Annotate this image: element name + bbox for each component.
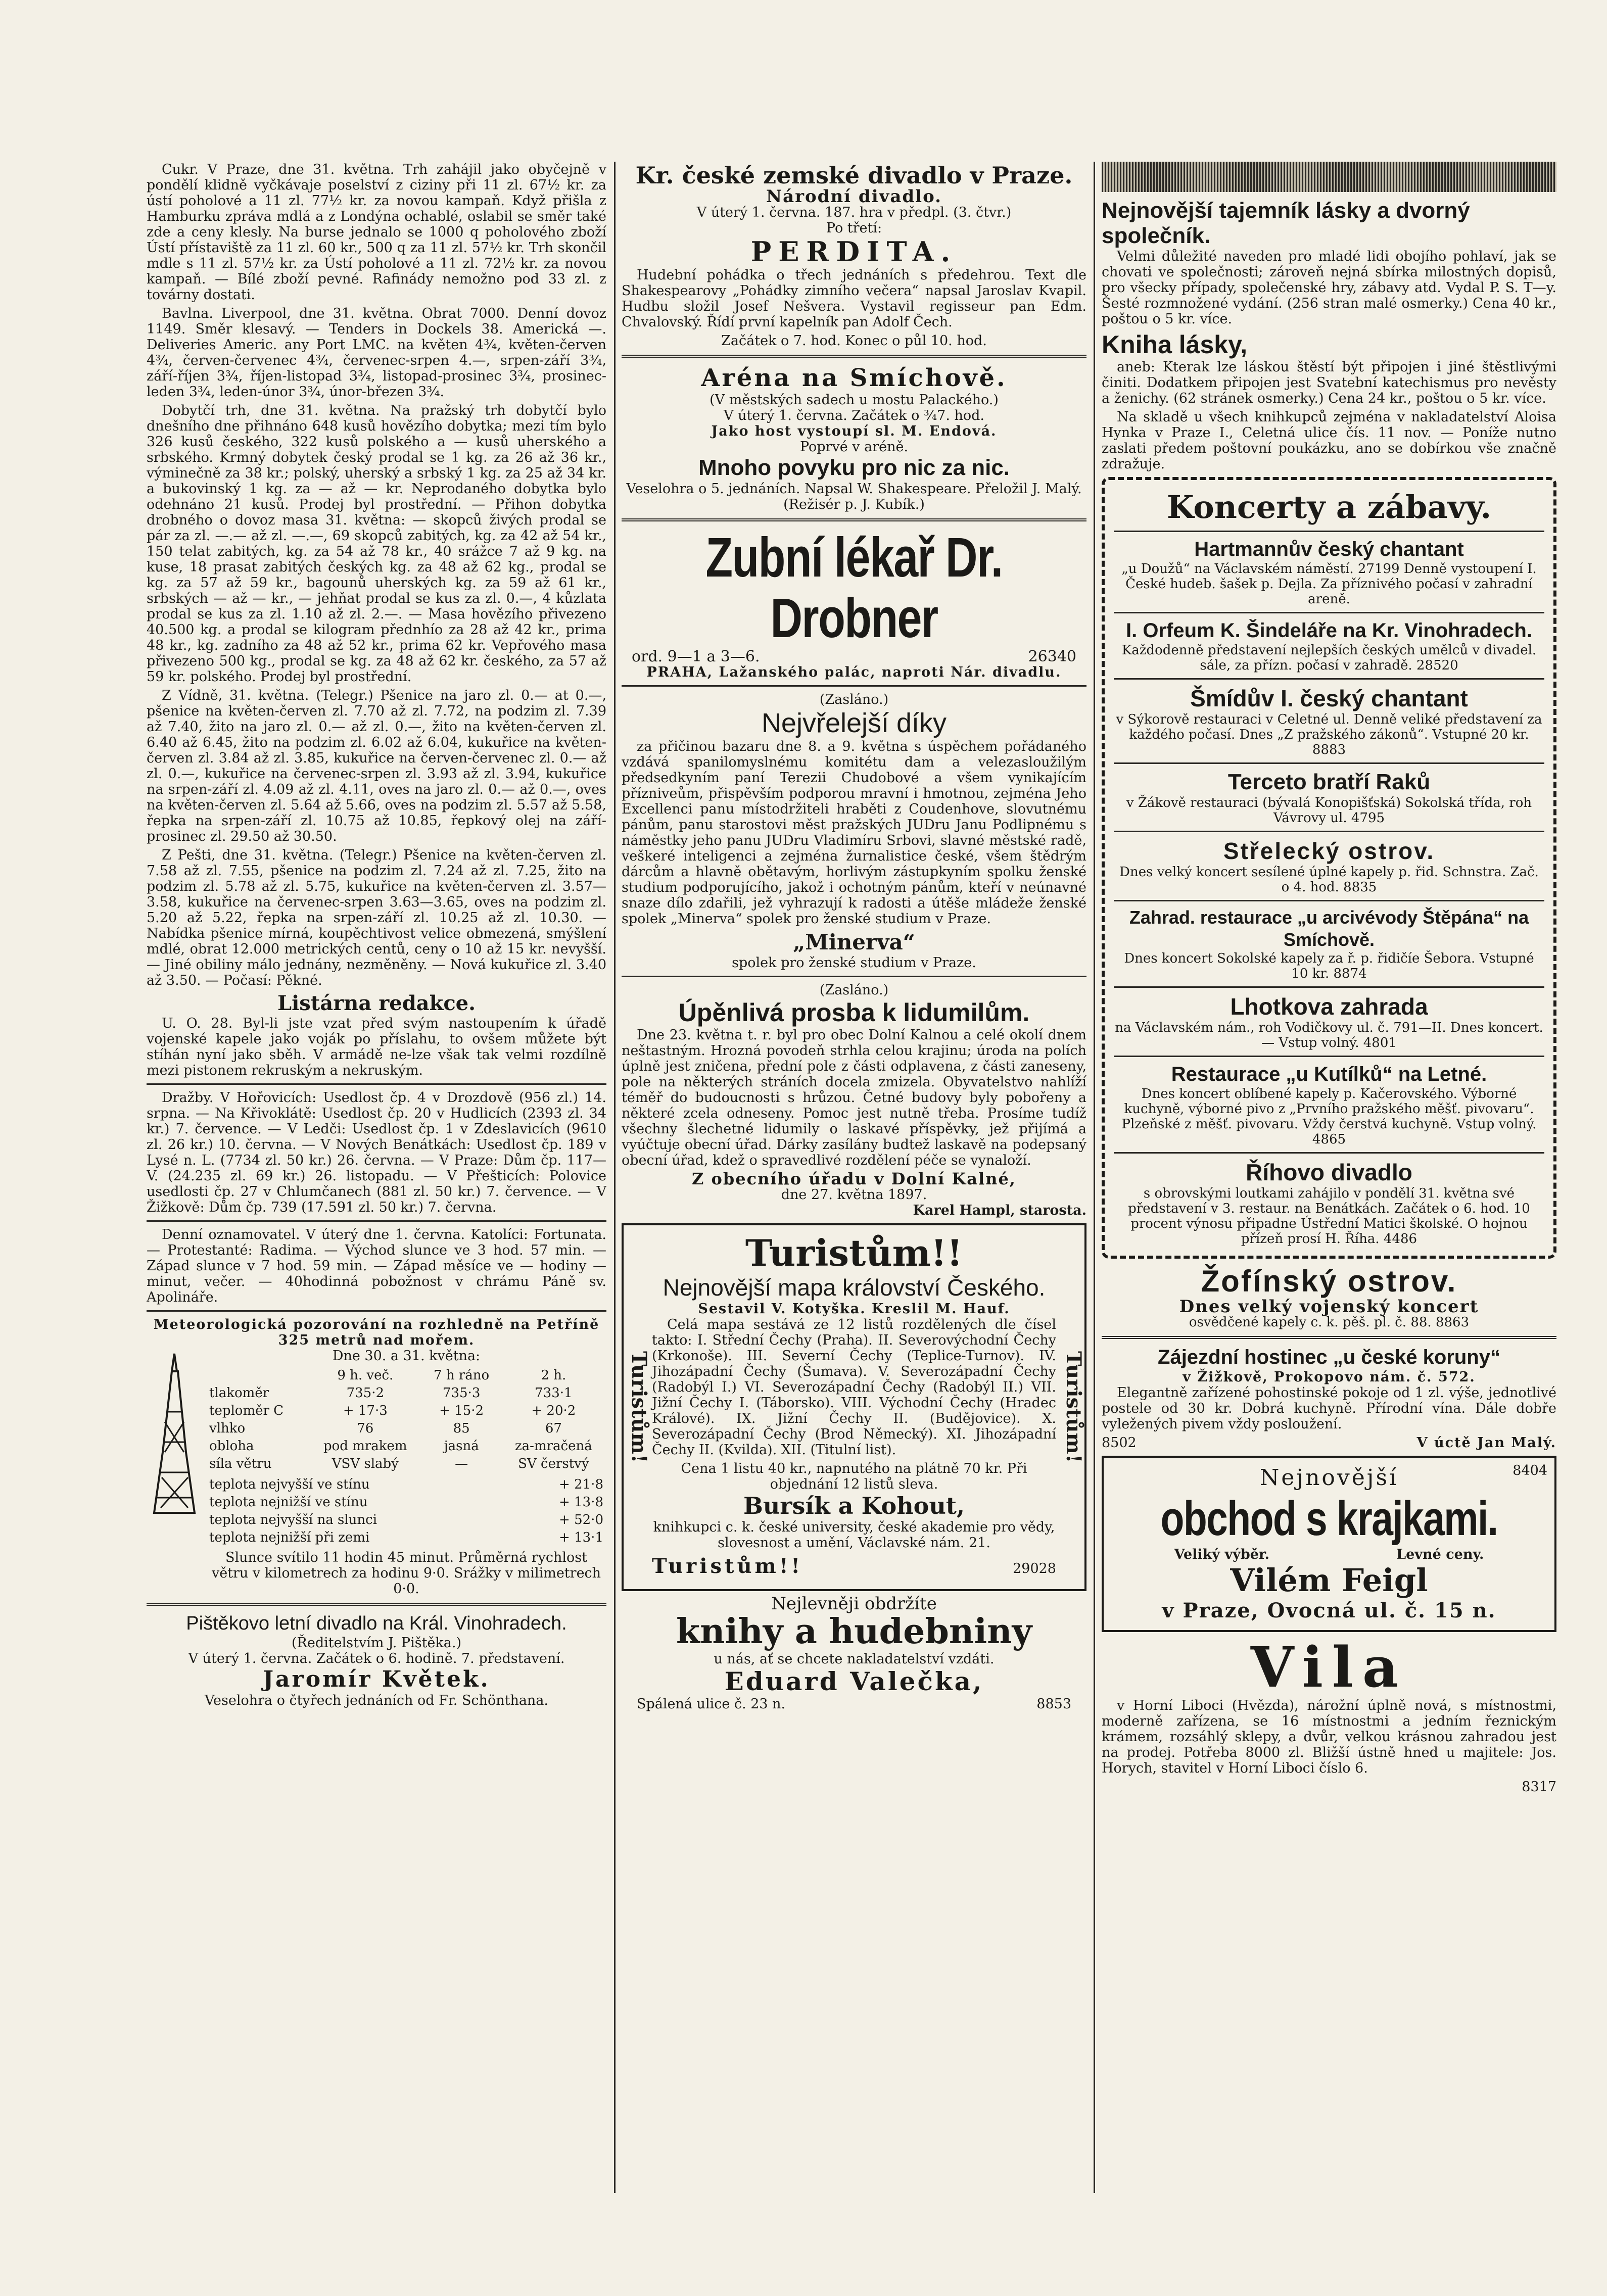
dentist-hours-row bbox=[622, 649, 1086, 664]
inn-footer bbox=[1102, 1435, 1556, 1451]
meteo-heading: Meteorologická pozorování na rozhledně na Petříně 325 metrů nad mořem. bbox=[153, 1317, 600, 1348]
table-cell: + 13·8 bbox=[559, 1495, 603, 1510]
table-row-label: teplota nejvyšší ve stínu bbox=[209, 1477, 370, 1492]
arena-schedule: V úterý 1. června. Začátek o ¾7. hod. bbox=[723, 408, 984, 423]
divider bbox=[622, 976, 1086, 977]
lace-shop-pre: Nejnovější bbox=[1259, 1465, 1399, 1491]
divider bbox=[622, 355, 1086, 358]
tourist-price: Cena 1 listu 40 kr., napnutého na plátně 70 kr. Při objednání 12 listů sleva. bbox=[681, 1461, 1027, 1492]
column-divider bbox=[1094, 162, 1095, 2193]
divider bbox=[622, 685, 1086, 687]
divider bbox=[622, 518, 1086, 521]
pistek-theatre-management: (Ředitelstvím J. Pištěka.) bbox=[292, 1635, 461, 1651]
tourist-footer-title: Turistům!! bbox=[652, 1554, 803, 1578]
table-row-label: vlhko bbox=[209, 1421, 246, 1436]
thanks-text: za přičinou bazaru dne 8. a 9. května s úspěchem pořádaného vzdává spanilomyslnému komitétu dam a velezasloužilým předsedkyním paní Terezii Chudobové a všem vynikajícím přízniveům, přispěvším podporou mravní i hmotnou, zejména Jeho Excellenci panu místodržiteli hraběti z Coudenhove, slovutnému pánům, panu starostovi měst pražských JUDru Janu Podlipnému s náměstky jeho panu JUDru Vladimíru Srbovi, slavné městské radě, veškeré inteligenci a zejména žurnalistice české, všem štědrým dárcům a hlavně obětavým, horlivým zástupkyním spolku ženské studium podporujícího, jakož i ochotným pánům, kteří v neúnavné snaze dílo zdařili, jež vyhrazují k radosti a útěše mládeže ženské spolek „Minerva“ spolek pro ženské studium v Praze. bbox=[622, 739, 1086, 927]
zahrad-title: Zahrad. restaurace „u arcivévody Štěpána“ na Smíchově. bbox=[1129, 907, 1529, 950]
table-cell: + 52·0 bbox=[559, 1512, 603, 1527]
villa-title: Vila bbox=[1250, 1635, 1408, 1700]
concerts-title: Koncerty a zábavy. bbox=[1166, 489, 1492, 525]
book-of-love-title: Kniha lásky, bbox=[1102, 330, 1248, 359]
ad-code: 8317 bbox=[1522, 1779, 1556, 1795]
table-row bbox=[206, 1384, 606, 1402]
terceto-title: Terceto bratří Raků bbox=[1227, 770, 1431, 794]
cattle-market-report: Dobytčí trh, dne 31. května. Na pražský trh dobytčí bylo dnešního dne přihnáno 648 kusů hovězího dobytka; mezi tím bylo 326 kusů českého, 322 kusů polského a — kusů uherského a srbského. Krmný dobytek český prodal se 1 kg. za 26 až 36 kr., výminečně za 38 kr.; polský, uherský a srbský 1 kg. za 25 až 34 kr. a bukovinský 1 kg. za — až — kr. Neprodaného dobytka bylo odehnáno 21 kusů. Prodej byl prostřední. — Přihon dobytka drobného o dovoz masa 31. května: — skopců živých prodal se pár za zl. —.— až zl. —.—, 69 skopců zabitých, kg. za 42 až 54 kr., 150 telat zabitých, kg. za 54 až 78 kr., 40 srážce 7 až 9 kg. na kuse, 18 prasat zabitých českých kg. za 48 až 62 kg., prodal se kg. za 57 až 59 kr., bagounů uherských kg. za 59 až 61 kr., srbských — až — kr., — jehňat prodal se kus za zl. 0.—, 4 kůzlata prodal se kus za zl. 1.10 až zl. 2.—. — Masa hovězího přivezeno 40.500 kg. a prodal se kilogram přednhío za 28 až 42 kr., prima 48 kr., kg. zadního za 48 až 52 kr., prima 62 kr. Vepřového masa přivezeno 500 kg., prodal se kg. za 48 až 62 kr. českého, za 57 až 59 kr. polského. Prodej byl prostřední. bbox=[147, 403, 606, 685]
divider bbox=[1114, 531, 1544, 532]
ad-code: 8502 bbox=[1102, 1435, 1137, 1451]
zofin-text: osvědčené kapely c. k. pěš. pl. č. 88. 8863 bbox=[1189, 1315, 1470, 1330]
tourist-authors: Sestavil V. Kotyška. Kreslil M. Hauf. bbox=[698, 1301, 1010, 1317]
hartmann-title: Hartmannův český chantant bbox=[1194, 538, 1464, 560]
cotton-report: Bavlna. Liverpool, dne 31. května. Obrat 7000. Denní dovoz 1149. Směr klesavý. — Tenders in Dockels 38. Americká —. Deliveries Americ. any Port LMC. na květen 4¾, květen-červen 4¾, červen-červenec 4¾, červenec-srpen 4.—, srpen-září 3¾, září-říjen 3¾, říjen-listopad 3¾, listopad-prosinec 3¾, prosinec-leden 3¾, leden-únor 3¾, únor-březen 3¾. bbox=[147, 306, 606, 400]
table-row bbox=[206, 1494, 606, 1511]
zofin-title: Žofínský ostrov. bbox=[1201, 1264, 1457, 1298]
table-row-label: teplota nejnižší při zemi bbox=[209, 1530, 370, 1545]
divider bbox=[1102, 1336, 1556, 1339]
sent-in-label: (Zasláno.) bbox=[819, 692, 889, 707]
thanks-title: Nejvřelejší díky bbox=[761, 708, 947, 738]
sent-in-label: (Zasláno.) bbox=[819, 982, 889, 998]
villa-text: v Horní Liboci (Hvězda), nárožní úplně nová, s místnostmi, moderně zařízena, se 16 místnostmi a jedním řeznickým krámem, rozsáhlý sklepy, a dvůr, velkou krásnou zahradou jest na prodej. Potřeba 8000 zl. Bližší ústně hned u majitele: Jos. Horych, stavitel v Horní Liboci číslo 6. bbox=[1102, 1698, 1556, 1776]
vienna-grain-report: Z Vídně, 31. května. (Telegr.) Pšenice na jaro zl. 0.— at 0.—, pšenice na květen-červen zl. 7.70 až zl. 7.72, na podzim zl. 7.39 až 7.40, žito na jaro zl. 0.— až zl. 0.—, žito na květen-červen zl. 6.40 až 6.45, žito na podzim zl. 6.02 až 6.04, kukuřice na květen-červen zl. 3.84 až zl. 3.85, kukuřice na červen-červenec zl. 0.— až zl. 0.—, kukuřice na červenec-srpen zl. 3.93 až zl. 3.94, kukuřice na srpen-září zl. 4.09 až zl. 4.11, oves na jaro zl. 0.— až 0.—, oves na květen-červen zl. 5.64 až 5.66, oves na podzim zl. 5.57 až 5.58, řepka na srpen-září zl. 10.75 až 10.85, řepkový olej na září-prosinec zl. 29.50 až 30.50. bbox=[147, 688, 606, 844]
meteo-date: Dne 30. a 31. května: bbox=[332, 1348, 481, 1364]
terceto-text: v Žákově restauraci (bývalá Konopišťská) Sokolská třída, roh Vávrovy ul. 4795 bbox=[1126, 795, 1532, 826]
tourist-publisher-address: knihkupci c. k. české university, české akademie pro vědy, slovesnost a umění, Václavské nám. 21. bbox=[653, 1519, 1055, 1551]
publisher-note: Na skladě u všech knihkupců zejména v nakladatelství Aloisa Hynka v Praze I., Celetná ulice čís. 11 nov. — Poníže nutno zaslati předem poštovní poukázku, ano se dobírkou vše značně zdražuje. bbox=[1102, 409, 1556, 472]
table-cell: + 20·2 bbox=[531, 1403, 576, 1418]
table-cell: + 17·3 bbox=[343, 1403, 388, 1418]
pest-grain-report: Z Pešti, dne 31. května. (Telegr.) Pšenice na květen-červen zl. 7.58 až zl. 7.55, pšenice na podzim zl. 7.24 až zl. 7.25, žito na podzim zl. 5.78 až zl. 5.75, kukuřice na květen-červen zl. 3.57—3.58, kukuřice na červenec-srpen 3.63—3.65, oves na podzim zl. 5.20 až 5.22, řepka na srpen-září zl. 10.25 až zl. 10.30. — Nabídka pšenice mírná, koupěchtivost velice obmezená, smýšlení mdlé, obrat 12.000 metrických centů, ceny o 10 až 15 kr. nevyšší. — Jiné obiliny málo jednány, nezměněny. — Nová kukuřice zl. 3.40 až 3.50. — Počasí: Pěkné. bbox=[147, 847, 606, 988]
ad-code: 8853 bbox=[1036, 1696, 1071, 1712]
plea-text: Dne 23. května t. r. byl pro obec Dolní Kalnou a celé okolí dnem neštastným. Hrozná povodeň strhla celou krajinu; úroda na polích úplně jest zničena, přední pole z části odplavena, z části zaneseny, pole na některých stráních docela zmizela. Obyvatelstvo nahlíží téměř do budoucnosti s hrůzou. Četné budovy byly pobořeny a některé zcela odneseny. Pomoc jest nutně třeba. Prosíme tudíž všechny šlechetné lidumily o laskavé příspěvky, jež přijímá a vyúčtuje obecní úřad. Dárky zasílány budtež laskavě na podepsaný obecní úřad, kdež o spravedlivé rozdělení péče se vynaloží. bbox=[622, 1027, 1086, 1168]
divider bbox=[1114, 831, 1544, 832]
strelecky-text: Dnes velký koncert sesílené úplné kapely p. řid. Schnstra. Zač. o 4. hod. 8835 bbox=[1119, 865, 1539, 895]
table-cell: + 21·8 bbox=[559, 1477, 603, 1492]
perdita-title: PERDITA. bbox=[750, 235, 958, 268]
meteo-extremes-table bbox=[206, 1476, 606, 1547]
divider bbox=[1114, 762, 1544, 764]
divider bbox=[147, 1310, 606, 1312]
dentist-hours: ord. 9—1 a 3—6. bbox=[632, 648, 760, 665]
plea-mayor: Karel Hampl, starosta. bbox=[913, 1203, 1086, 1218]
table-cell: pod mrakem bbox=[323, 1439, 407, 1454]
ad-code: 8404 bbox=[1513, 1463, 1547, 1478]
inn-subtitle: v Žižkově, Prokopovo nám. č. 572. bbox=[1183, 1369, 1476, 1385]
love-secretary-title: Nejnovější tajemník lásky a dvorný společník. bbox=[1102, 198, 1470, 248]
strelecky-title: Střelecký ostrov. bbox=[1223, 838, 1435, 864]
ad-code: 26340 bbox=[1028, 648, 1076, 665]
lace-shop-prices: Levné ceny. bbox=[1396, 1547, 1484, 1562]
lace-shop-selection: Veliký výběr. bbox=[1174, 1547, 1270, 1562]
love-secretary-text: Velmi důležité naveden pro mladé lidi obojího pohlaví, jak se chovati ve společnosti; zároveň nejná sbírka milostných dopisů, pro všecky případy, společenské hry, zábavy atd. Vydal P. S. T—y. Šesté rozmnožené vydání. (256 stran malé osmerky.) Cena 40 kr., poštou o 5 kr. více. bbox=[1102, 249, 1556, 327]
meteo-summary: Slunce svítilo 11 hodin 45 minut. Průměrná rychlost větru v kilometrech za hodinu 9·0. Srážky v milimetrech 0·0. bbox=[211, 1550, 601, 1597]
table-row bbox=[206, 1367, 606, 1384]
table-cell: 733·1 bbox=[535, 1385, 573, 1401]
riha-title: Říhovo divadlo bbox=[1246, 1159, 1412, 1185]
table-cell: jasná bbox=[444, 1439, 479, 1454]
divider bbox=[147, 1083, 606, 1085]
perdita-description: Hudební pohádka o třech jednáních s předehrou. Text dle Shakespearovy „Pohádky zimního večera“ napsal Jaroslav Kvapil. Hudbu složil Josef Nešvera. Vystavil regisseur pan Edm. Chvalovský. Řídí první kapelník pan Adolf Čech. bbox=[622, 267, 1086, 330]
table-row-label: teploměr C bbox=[209, 1403, 284, 1418]
arena-premiere: Poprvé v aréně. bbox=[799, 439, 909, 455]
table-row bbox=[206, 1476, 606, 1494]
feigl-address: v Praze, Ovocná ul. č. 15 n. bbox=[1162, 1599, 1496, 1622]
tourist-publisher: Bursík a Kohout, bbox=[743, 1492, 965, 1519]
arena-title: Aréna na Smíchově. bbox=[701, 364, 1007, 392]
national-theatre-schedule: V úterý 1. června. 187. hra v předpl. (3. čtvr.) bbox=[696, 205, 1012, 220]
divider bbox=[1114, 612, 1544, 613]
divider bbox=[1114, 678, 1544, 680]
table-cell: SV čerstvý bbox=[518, 1456, 589, 1471]
tourist-side-label: Turistům! bbox=[1062, 1351, 1085, 1463]
table-cell: za-mračená bbox=[514, 1439, 592, 1454]
national-theatre-subtitle: Národní divadlo. bbox=[766, 186, 942, 207]
table-row bbox=[206, 1402, 606, 1420]
inn-text: Elegantně zařízené pohostinské pokoje od 1 zl. výše, jednotlivé postele od 30 kr. Dobrá kuchyně. Přírodní vína. Dále dobře vyležených pivem vždy posloužení. bbox=[1102, 1385, 1556, 1432]
pistek-play-description: Veselohra o čtyřech jednáních od Fr. Schönthana. bbox=[205, 1693, 548, 1708]
orfeum-title: I. Orfeum K. Šindeláře na Kr. Vinohradech. bbox=[1126, 619, 1532, 642]
table-cell: 67 bbox=[545, 1421, 562, 1436]
plea-date: dne 27. května 1897. bbox=[781, 1187, 927, 1203]
decorative-banner bbox=[1102, 162, 1556, 192]
national-theatre-title: Kr. české zemské divadlo v Praze. bbox=[635, 162, 1073, 189]
table-header: 7 h ráno bbox=[434, 1368, 490, 1383]
table-row-label: teplota nejvyšší na slunci bbox=[209, 1512, 377, 1527]
inn-owner: V úctě Jan Malý. bbox=[1416, 1435, 1556, 1451]
feigl-name: Vilém Feigl bbox=[1230, 1562, 1428, 1599]
editorial-letters: U. O. 28. Byl-li jste vzat před svým nastoupením k úřadě vojenské kapele jako voják po příslahu, to ovšem můžete být stíhán nyní jako sběh. V armádě ne-lze však tak velmi rozdílně mezi pistonem rekruským a nekruským. bbox=[147, 1016, 606, 1078]
divider bbox=[147, 1220, 606, 1222]
arena-guest: Jako host vystoupí sl. M. Endová. bbox=[711, 423, 997, 439]
smid-text: v Sýkorově restauraci v Celetné ul. Denně veliké představení za každého počasí. Dnes „Z pražského zákonů“. Vstupné 20 kr. 8883 bbox=[1116, 712, 1542, 757]
daily-calendar: Denní oznamovatel. V úterý dne 1. června. Katolíci: Fortunata. — Protestanté: Radima. — Východ slunce ve 3 hod. 57 min. — Západ slunce v 7 hod. 59 min. — Západ měsíce ve — hodiny — minut, večer. — 40hodinná pobožnost v chrámu Páně sv. Apolináře. bbox=[147, 1227, 606, 1305]
divider bbox=[147, 1603, 606, 1606]
table-row bbox=[206, 1455, 606, 1473]
arena-location: (V městských sadech u mostu Palackého.) bbox=[710, 392, 999, 408]
divider bbox=[1114, 986, 1544, 988]
dentist-ad-title: Zubní lékař Dr. Drobner bbox=[705, 527, 1003, 649]
meteo-table bbox=[206, 1367, 606, 1473]
tourist-footer bbox=[652, 1551, 1056, 1582]
table-cell: — bbox=[455, 1456, 468, 1471]
ad-code: 29028 bbox=[1013, 1561, 1056, 1576]
table-row-label: tlakoměr bbox=[209, 1385, 269, 1401]
zahrad-text: Dnes koncert Sokolské kapely za ř. p. řidičíe Šebora. Vstupné 10 kr. 8874 bbox=[1124, 951, 1534, 981]
table-cell: 735·3 bbox=[442, 1385, 481, 1401]
lace-shop-taglines bbox=[1111, 1547, 1547, 1562]
tourist-subtitle: Nejnovější mapa království Českého. bbox=[663, 1274, 1046, 1301]
divider bbox=[1114, 900, 1544, 901]
valecka-footer bbox=[622, 1696, 1086, 1712]
table-row bbox=[206, 1438, 606, 1455]
smid-title: Šmídův I. český chantant bbox=[1190, 685, 1468, 711]
meteo-block bbox=[147, 1348, 606, 1597]
column-divider bbox=[614, 162, 616, 2193]
table-cell: + 13·1 bbox=[559, 1530, 603, 1545]
dentist-address: PRAHA, Lažanského palác, naproti Nár. divadlu. bbox=[646, 664, 1062, 680]
editorial-letters-heading: Listárna redakce. bbox=[277, 991, 476, 1015]
column-market-news bbox=[147, 162, 606, 2213]
zofin-subtitle: Dnes velký vojenský koncert bbox=[1179, 1297, 1479, 1317]
table-cell: + 15·2 bbox=[439, 1403, 484, 1418]
tourist-title: Turistům!! bbox=[745, 1231, 963, 1274]
valecka-address: Spálená ulice č. 23 n. bbox=[637, 1696, 786, 1712]
national-theatre-repeat: Po třetí: bbox=[826, 220, 882, 236]
table-row-label: síla větru bbox=[209, 1456, 272, 1471]
hartmann-text: „u Doužů“ na Václavském náměstí. 27199 Denně vystoupení I. České hudeb. šašek p. Dejla. Za příznivého počasí v zahradní areně. bbox=[1121, 561, 1537, 607]
orfeum-text: Každodenně představení nejlepších českých umělců v divadel. sále, za přízn. počasí v zahradě. 28520 bbox=[1121, 643, 1537, 673]
tourist-map-list: Celá mapa sestává ze 12 listů rozdělených dle čísel takto: I. Střední Čechy (Praha). II. Severovýchodní Čechy (Krkonoše). III. Severní Čechy (Teplice-Turnov). IV. Jihozápadní Čechy (Šumava). V. Severozápadní Čechy (Radobýl I.) VI. Severozápadní Čechy (Radobýl II.) VII. Jižní Čechy I. (Táborsko). VIII. Východní Čechy (Hradec Králové). IX. Jižní Čechy II. (Budějovice). X. Severozápadní Čechy (Brod Německý). XI. Jihozápadní Čechy II. (Kvilda). XII. (Titulní list). bbox=[652, 1317, 1056, 1458]
column-entertainment-ads bbox=[1102, 162, 1556, 2213]
divider bbox=[1114, 1152, 1544, 1154]
tourist-map-ad bbox=[622, 1223, 1086, 1591]
valecka-name: Eduard Valečka, bbox=[724, 1666, 984, 1696]
plea-title: Úpěnlivá prosba k lidumilům. bbox=[678, 998, 1030, 1027]
table-row-label: teplota nejnižší ve stínu bbox=[209, 1495, 368, 1510]
auctions: Dražby. V Hořovicích: Usedlost čp. 4 v Drozdově (956 zl.) 14. srpna. — Na Křivoklátě: Usedlost čp. 20 v Hudlicích (2393 zl. 34 kr.) 7. července. — V Ledči: Usedlost čp. 1 v Zdeslavicích (9610 zl. 26 kr.) 10. června. — V Nových Benátkách: Usedlost čp. 189 v Lysé n. L. (7734 zl. 50 kr.) 26. června. — V Praze: Dům čp. 117—V. (24.235 zl. 69 kr.) 26. listopadu. — V Přešticích: Polovice usedlosti čp. 27 v Chlumčanech (881 zl. 50 kr.) 7. července. — V Žižkově: Dům čp. 739 (17.591 zl. 50 kr.) 7. června. bbox=[147, 1090, 606, 1215]
divider bbox=[1114, 1056, 1544, 1057]
lace-shop-title: obchod s krajkami. bbox=[1160, 1492, 1498, 1546]
table-cell: 85 bbox=[453, 1421, 470, 1436]
sugar-report: Cukr. V Praze, dne 31. května. Trh zahájil jako obyčejně v pondělí klidně vyčkávaje poselství z ciziny při 11 zl. 67½ kr. za ústí poholové a 11 zl. 77½ kr. za novou kampaň. Když přišla z Hamburku zpráva mdlá a z Londýna ochablé, oslabil se směr také zde a ceny klesly. Na burse jednalo se 1000 q poholového zboží Ústí přístaviště za 11 zl. 60 kr., 500 q za 11 zl. 57½ kr. Trh skončil mdle s 11 zl. 57½ kr. za Ústí poholové a 11 zl. 72½ kr. za novou kampaň. — Bílé zboží pevné. Rafinády nemožno pod 33 zl. z továrny dostati. bbox=[147, 162, 606, 303]
table-row-label: obloha bbox=[209, 1439, 254, 1454]
petrin-tower-icon bbox=[147, 1351, 202, 1518]
table-header: 2 h. bbox=[541, 1368, 566, 1383]
column-theatre-ads bbox=[622, 162, 1086, 2213]
minerva-subtitle: spolek pro ženské studium v Praze. bbox=[732, 955, 976, 971]
lace-shop-ad bbox=[1102, 1456, 1556, 1632]
minerva-title: „Minerva“ bbox=[793, 930, 915, 954]
kutilek-text: Dnes koncert oblíbené kapely p. Kačerovského. Výborné kuchyně, výborné pivo z „Prvního pražského měšť. pivovaru“. Plzeňské z měšť. pivovaru. Vždy čerstvá kuchyně. Vstup volný. 4865 bbox=[1121, 1086, 1537, 1147]
arena-play-title: Mnoho povyku pro nic za nic. bbox=[698, 455, 1010, 480]
inn-title: Zájezdní hostinec „u české koruny“ bbox=[1158, 1346, 1500, 1368]
tourist-side-label: Turistům! bbox=[627, 1351, 651, 1463]
pistek-play-title: Jaromír Květek. bbox=[263, 1666, 490, 1692]
lhotka-title: Lhotkova zahrada bbox=[1230, 993, 1428, 1020]
perdita-times: Začátek o 7. hod. Konec o půl 10. hod. bbox=[721, 333, 987, 349]
kutilek-title: Restaurace „u Kutílků“ na Letné. bbox=[1171, 1063, 1487, 1085]
pistek-theatre-schedule: V úterý 1. června. Začátek o 6. hodině. 7. představení. bbox=[188, 1651, 565, 1666]
books-ad-pre: Nejlevněji obdržíte bbox=[771, 1594, 937, 1614]
table-row bbox=[206, 1529, 606, 1547]
table-cell: VSV slabý bbox=[332, 1456, 399, 1471]
table-cell: 76 bbox=[357, 1421, 374, 1436]
table-cell: 735·2 bbox=[346, 1385, 385, 1401]
books-ad-text: u nás, ať se chcete nakladatelství vzdáti. bbox=[714, 1651, 995, 1667]
table-header: 9 h. več. bbox=[337, 1368, 394, 1383]
arena-play-description: Veselohra o 5. jednáních. Napsal W. Shakespeare. Přeložil J. Malý. (Režisér p. J. Kubík.) bbox=[626, 481, 1082, 512]
lhotka-text: na Václavském nám., roh Vodičkovy ul. č. 791—II. Dnes koncert. — Vstup volný. 4801 bbox=[1115, 1020, 1543, 1050]
book-of-love-text: aneb: Kterak lze láskou štěstí být připojen i jiné štěstlivými činiti. Dodatkem připojen jest Svatební katechismus pro nevěsty a ženichy. (62 stránek osmerky.) Cena 24 kr., poštou o 5 kr. více. bbox=[1102, 359, 1556, 406]
pistek-theatre-title: Pištěkovo letní divadlo na Král. Vinohradech. bbox=[186, 1613, 567, 1634]
concerts-ad-box bbox=[1102, 477, 1556, 1259]
books-ad-title: knihy a hudebniny bbox=[676, 1611, 1032, 1652]
table-row bbox=[206, 1511, 606, 1529]
plea-signature: Z obecního úřadu v Dolní Kalné, bbox=[692, 1169, 1016, 1188]
newspaper-page bbox=[147, 162, 1556, 2213]
table-row bbox=[206, 1420, 606, 1438]
riha-text: s obrovskými loutkami zahájilo v pondělí 31. května své představení v 3. restaur. na Benátkách. Začátek o 6. hod. 10 procent výnosu připadne Ústřední Matici školské. O hojnou přízeň prosí H. Říha. 4486 bbox=[1128, 1186, 1530, 1247]
